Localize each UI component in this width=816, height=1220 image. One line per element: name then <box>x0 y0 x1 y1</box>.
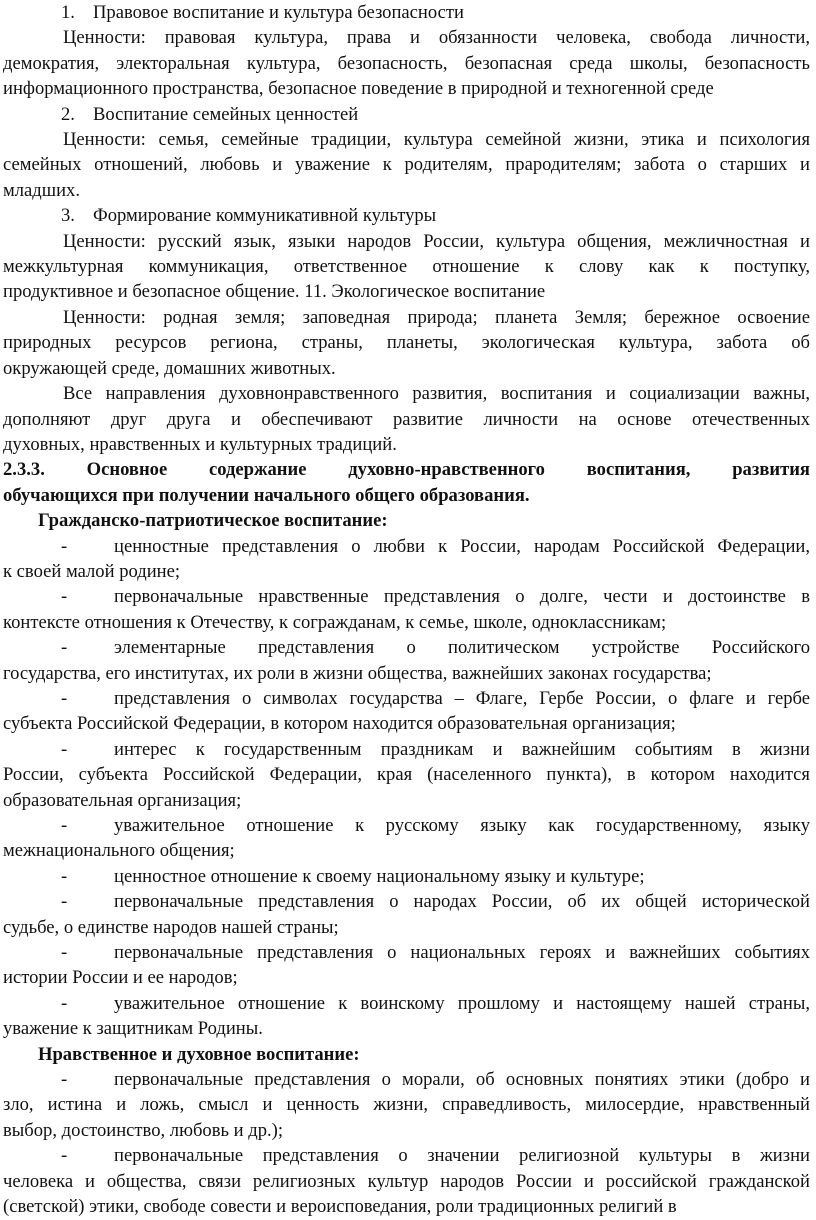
text-line: информационного пространства, безопасное поведение в природной и техногенной среде <box>3 78 714 100</box>
text-line: межнационального общения; <box>3 840 235 862</box>
list-text: интерес к государственным праздникам и важнейшим событиям в жизни <box>114 738 810 760</box>
list-item <box>3 813 810 864</box>
text-line: (светской) этики, свободе совести и вероисповедания, роли традиционных религий в <box>3 1196 677 1218</box>
list-text: уважительное отношение к русскому языку как государственному, языку <box>114 815 810 836</box>
list-item <box>3 940 810 991</box>
list-item <box>3 737 810 813</box>
text-line: истории России и ее народов; <box>3 967 238 989</box>
heading-text: Воспитание семейных ценностей <box>93 103 359 125</box>
text-line <box>3 889 810 914</box>
paragraph <box>3 127 810 203</box>
heading-number: 3. <box>61 205 75 227</box>
list-text: первоначальные представления о значении религиозной культуры в жизни <box>114 1145 810 1167</box>
list-dash: - <box>61 738 68 760</box>
numbered-heading <box>3 102 810 127</box>
text-line: духовных, нравственных и культурных традиций. <box>3 433 397 455</box>
list-text: ценностные представления о любви к России, народам Российской Федерации, <box>114 535 810 557</box>
text-line: зло, истина и ложь, смысл и ценность жизни, справедливость, милосердие, нравственный <box>3 1094 810 1116</box>
text-line: Ценности: родная земля; заповедная природа; планета Земля; бережное освоение <box>63 306 810 328</box>
text-line <box>3 813 810 838</box>
paragraph <box>3 381 810 457</box>
list-item <box>3 1067 810 1143</box>
subsection-heading <box>3 1042 810 1067</box>
list-item <box>3 864 810 889</box>
text-line: судьбе, о единстве народов нашей страны; <box>3 916 339 938</box>
list-dash: - <box>61 992 68 1014</box>
subsection-heading <box>3 508 810 533</box>
list-dash: - <box>61 1069 68 1091</box>
text-line <box>3 584 810 609</box>
list-item <box>3 635 810 686</box>
text-line: контексте отношения к Отечеству, к согражданам, к семье, школе, одноклассникам; <box>3 611 667 633</box>
paragraph <box>3 25 810 101</box>
text-line: России, субъекта Российской Федерации, края (населенного пункта), в котором находится <box>3 764 810 786</box>
document-body <box>3 0 810 1220</box>
subsection-title: Нравственное и духовное воспитание: <box>38 1043 360 1065</box>
list-text: уважительное отношение к воинскому прошлому и настоящему нашей страны, <box>114 992 810 1014</box>
text-line: государства, его институтах, их роли в жизни общества, важнейших законах государства; <box>3 662 712 684</box>
list-item <box>3 991 810 1042</box>
text-line: продуктивное и безопасное общение. 11. Экологическое воспитание <box>3 281 546 303</box>
numbered-heading <box>3 0 810 25</box>
numbered-item <box>3 0 810 25</box>
subsection-title: Гражданско-патриотическое воспитание: <box>38 510 388 532</box>
list-dash: - <box>61 891 68 913</box>
text-line <box>3 635 810 660</box>
text-line: Ценности: правовая культура, права и обязанности человека, свобода личности, <box>63 27 810 49</box>
list-item <box>3 1143 810 1219</box>
list-dash: - <box>61 637 68 659</box>
paragraph <box>3 229 810 305</box>
list-dash: - <box>61 586 68 608</box>
text-line: Ценности: семья, семейные традиции, культура семейной жизни, этика и психология <box>63 129 810 151</box>
heading-text: Формирование коммуникативной культуры <box>93 205 437 227</box>
text-line: окружающей среде, домашних животных. <box>3 357 336 379</box>
text-line: дополняют друг друга и обеспечивают развитие личности на основе отечественных <box>3 408 810 430</box>
text-line <box>3 686 810 711</box>
paragraph <box>3 305 810 381</box>
list-text: первоначальные нравственные представления о долге, чести и достоинстве в <box>114 586 810 608</box>
text-line: Ценности: русский язык, языки народов России, культура общения, межличностная и <box>63 230 810 252</box>
text-line: обучающихся при получении начального общего образования. <box>3 484 530 506</box>
list-text: элементарные представления о политическом устройстве Российского <box>114 637 810 659</box>
list-item <box>3 534 810 585</box>
text-line <box>3 1143 810 1168</box>
text-line: субъекта Российской Федерации, в котором находится образовательная организация; <box>3 713 676 735</box>
text-line: Все направления духовнонравственного развития, воспитания и социализации важны, <box>63 383 810 405</box>
heading-text: Правовое воспитание и культура безопасности <box>93 2 464 23</box>
text-line: выбор, достоинство, любовь и др.); <box>3 1119 283 1141</box>
list-item <box>3 889 810 940</box>
text-line: к своей малой родине; <box>3 560 181 582</box>
text-line: демократия, электоральная культура, безопасность, безопасная среда школы, безопасность <box>3 52 810 74</box>
numbered-heading <box>3 203 810 228</box>
text-line <box>3 1067 810 1092</box>
text-line: уважение к защитникам Родины. <box>3 1018 263 1040</box>
list-text: первоначальные представления о народах России, об их общей исторической <box>114 891 810 913</box>
list-text: ценностное отношение к своему национальному языку и культуре; <box>114 865 645 887</box>
text-line <box>3 991 810 1016</box>
list-dash: - <box>61 687 68 709</box>
list-dash: - <box>61 865 68 887</box>
section-heading <box>3 457 810 508</box>
numbered-item <box>3 102 810 127</box>
list-dash: - <box>61 942 68 964</box>
list-item <box>3 686 810 737</box>
text-line <box>3 534 810 559</box>
list-dash: - <box>61 1145 68 1167</box>
text-line <box>3 940 810 965</box>
text-line: семейных отношений, любовь и уважение к родителям, прародителям; забота о старших и <box>3 154 810 176</box>
heading-number: 2. <box>61 103 75 125</box>
text-line <box>3 737 810 762</box>
text-line: 2.3.3. Основное содержание духовно-нравственного воспитания, развития <box>3 459 810 481</box>
text-line: человека и общества, связи религиозных культур народов России и российской гражданской <box>3 1170 810 1192</box>
list-item <box>3 584 810 635</box>
text-line: межкультурная коммуникация, ответственное отношение к слову как к поступку, <box>3 256 810 278</box>
heading-number: 1. <box>61 2 75 23</box>
list-text: первоначальные представления о морали, об основных понятиях этики (добро и <box>114 1069 810 1091</box>
list-text: первоначальные представления о национальных героях и важнейших событиях <box>114 942 810 964</box>
list-text: представления о символах государства – Флаге, Гербе России, о флаге и гербе <box>114 687 810 709</box>
list-dash: - <box>61 535 68 557</box>
numbered-item <box>3 203 810 228</box>
text-line: природных ресурсов региона, страны, планеты, экологическая культура, забота об <box>3 332 810 354</box>
text-line: младших. <box>3 179 80 201</box>
list-dash: - <box>61 815 68 836</box>
text-line <box>3 864 810 889</box>
text-line: образовательная организация; <box>3 789 242 811</box>
